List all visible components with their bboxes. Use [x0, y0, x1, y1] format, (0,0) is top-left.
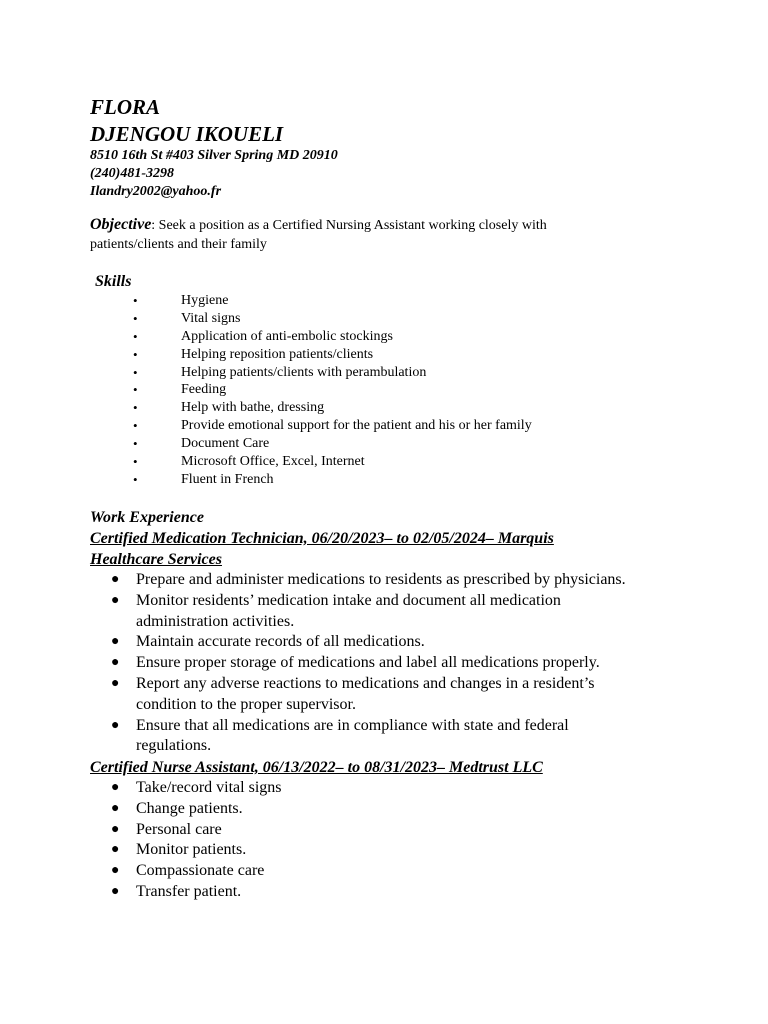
email-address: Ilandry2002@yahoo.fr [90, 184, 222, 199]
duty-text: Compassionate care [136, 862, 265, 880]
duty-text: Ensure proper storage of medications and label all medications properly. [136, 654, 600, 672]
job-title-line: Certified Medication Technician, 06/20/2023– to 02/05/2024– Marquis [90, 530, 554, 547]
skill-text: Vital signs [181, 310, 241, 326]
bullet-icon: • [133, 471, 138, 487]
duty-item [0, 570, 696, 591]
bullet-icon: • [133, 293, 138, 308]
duty-item [0, 591, 696, 633]
job-duties-list [0, 570, 696, 757]
bullet-icon: • [133, 400, 138, 416]
bullet-icon: • [133, 382, 138, 398]
bullet-icon: • [133, 310, 138, 326]
bullet-icon: • [133, 436, 138, 452]
bullet-icon: • [133, 328, 138, 344]
duty-text: Transfer patient. [136, 882, 242, 900]
bullet-icon: ● [111, 842, 120, 858]
bullet-icon: ● [111, 675, 120, 691]
bullet-icon: • [133, 418, 138, 434]
bullet-icon: ● [111, 717, 120, 733]
skill-text: Fluent in French [181, 471, 274, 487]
first-name: FLORA [90, 95, 161, 119]
bullet-icon: ● [111, 800, 120, 816]
work-experience-heading: Work Experience [90, 509, 204, 526]
bullet-icon: • [133, 364, 138, 380]
skill-text: Provide emotional support for the patient and his or her family [181, 418, 532, 434]
bullet-icon: ● [111, 821, 120, 837]
skill-text: Hygiene [181, 293, 229, 308]
bullet-icon: ● [111, 883, 120, 899]
job-title-line: Certified Nurse Assistant, 06/13/2022– to 08/31/2023– Medtrust LLC [90, 759, 543, 776]
duty-item [0, 778, 696, 799]
duty-text: Personal care [136, 820, 222, 838]
skill-text: Help with bathe, dressing [181, 400, 325, 416]
skill-text: Feeding [181, 382, 227, 398]
duty-item [0, 799, 696, 820]
duty-item [0, 861, 696, 882]
duty-text: Maintain accurate records of all medications. [136, 633, 425, 651]
duty-item [0, 840, 696, 861]
duty-text: Monitor residents’ medication intake and document all medication administration activities. [136, 591, 561, 630]
duty-item [0, 653, 696, 674]
duty-item [0, 674, 696, 716]
duty-text: Ensure that all medications are in compliance with state and federal regulations. [136, 716, 569, 755]
duty-text: Monitor patients. [136, 841, 247, 859]
bullet-icon: ● [111, 572, 120, 587]
skill-text: Microsoft Office, Excel, Internet [181, 454, 365, 470]
phone-number: (240)481-3298 [90, 166, 174, 181]
duty-item [0, 820, 696, 841]
duty-item [0, 632, 696, 653]
duty-text: Take/record vital signs [136, 779, 282, 796]
duty-text: Prepare and administer medications to residents as prescribed by physicians. [136, 571, 626, 588]
last-name: DJENGOU IKOUELI [90, 122, 284, 146]
objective-label: Objective [90, 216, 152, 233]
bullet-icon: ● [111, 655, 120, 671]
skill-text: Helping reposition patients/clients [181, 346, 374, 362]
job-title-line: Healthcare Services [90, 551, 222, 568]
skill-text: Document Care [181, 436, 270, 452]
skills-heading: Skills [95, 273, 132, 290]
bullet-icon: ● [111, 592, 120, 608]
bullet-icon: ● [111, 780, 120, 795]
bullet-icon: ● [111, 634, 120, 650]
job-duties-list [0, 778, 696, 903]
skill-text: Helping patients/clients with perambulation [181, 364, 427, 380]
duty-text: Report any adverse reactions to medications and changes in a resident’s condition to the proper supervisor. [136, 674, 595, 713]
bullet-icon: • [133, 454, 138, 470]
objective-paragraph [90, 215, 610, 254]
objective-text: : Seek a position as a Certified Nursing Assistant working closely with patients/clients and their family [90, 218, 547, 252]
duty-item [0, 882, 696, 903]
bullet-icon: • [133, 346, 138, 362]
skill-text: Application of anti-embolic stockings [181, 328, 393, 344]
bullet-icon: ● [111, 863, 120, 879]
duty-text: Change patients. [136, 799, 243, 817]
address: 8510 16th St #403 Silver Spring MD 20910 [90, 148, 338, 163]
duty-item [0, 716, 696, 758]
